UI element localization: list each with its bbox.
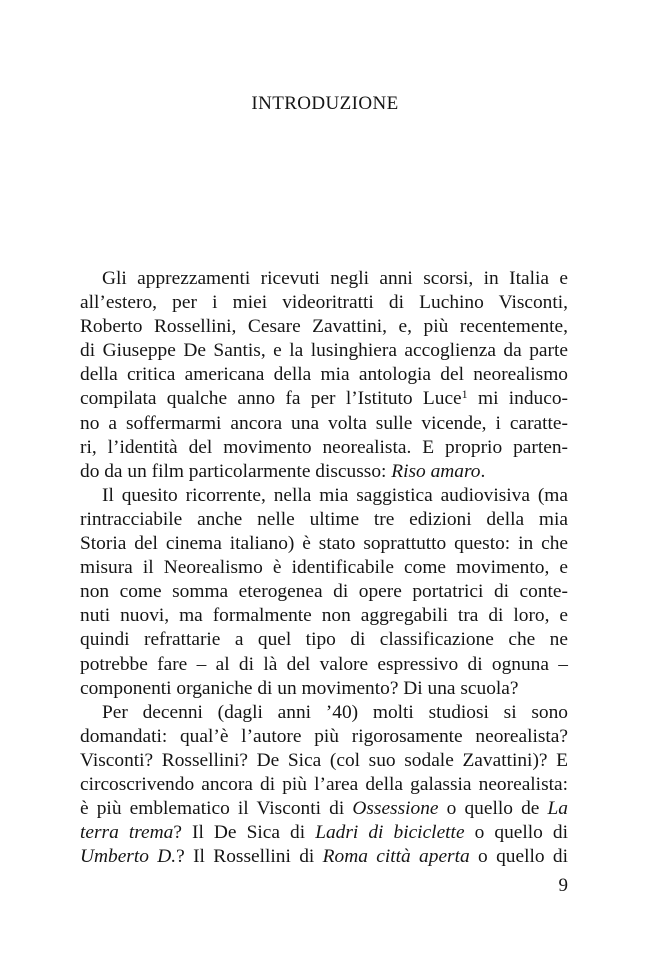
text-segment: misura il Neorealismo è identificabile come movimento, e bbox=[80, 557, 568, 579]
text-segment: o quello di bbox=[464, 822, 568, 844]
paragraph bbox=[80, 267, 568, 484]
italic-title: Roma città aperta bbox=[322, 846, 470, 868]
italic-title: Ladri di biciclette bbox=[315, 822, 465, 844]
page-number: 9 bbox=[558, 875, 568, 896]
text-segment: mi induco- bbox=[467, 388, 568, 410]
text-segment: componenti organiche di un movimento? Di una scuola? bbox=[80, 677, 519, 699]
text-line bbox=[80, 749, 568, 773]
text-line bbox=[80, 677, 568, 701]
text-line bbox=[80, 532, 568, 556]
text-segment: ? Il Rossellini di bbox=[176, 846, 323, 868]
text-line bbox=[80, 484, 568, 508]
text-line bbox=[80, 315, 568, 339]
text-segment: o quello de bbox=[438, 798, 548, 820]
text-segment: rintracciabile anche nelle ultime tre edizioni della mia bbox=[80, 508, 568, 530]
text-line bbox=[80, 291, 568, 315]
italic-title: Ossessione bbox=[352, 798, 439, 820]
text-segment: . bbox=[480, 460, 486, 482]
text-line bbox=[80, 604, 568, 628]
text-segment: o quello di bbox=[469, 846, 568, 868]
text-line bbox=[80, 556, 568, 580]
text-segment: nuti nuovi, ma formalmente non aggregabili tra di loro, e bbox=[80, 605, 568, 627]
body-text bbox=[80, 267, 568, 869]
text-segment: do da un film particolarmente discusso: bbox=[80, 460, 392, 482]
text-segment: compilata qualche anno fa per l’Istituto Luce bbox=[80, 388, 462, 410]
text-segment: Storia del cinema italiano) è stato soprattutto questo: in che bbox=[80, 533, 568, 555]
text-segment: Roberto Rossellini, Cesare Zavattini, e, più recentemente, bbox=[80, 316, 568, 338]
text-segment: ri, l’identità del movimento neorealista. E proprio parten- bbox=[80, 436, 568, 458]
text-segment: circoscrivendo ancora di più l’area della galassia neorealista: bbox=[80, 773, 568, 795]
text-line bbox=[80, 580, 568, 604]
text-segment: ? Il De Sica di bbox=[173, 822, 316, 844]
italic-title: La bbox=[547, 798, 568, 820]
text-segment: potrebbe fare – al di là del valore espressivo di ognuna – bbox=[80, 653, 568, 675]
text-line bbox=[80, 436, 568, 460]
text-line bbox=[80, 387, 568, 411]
chapter-title: INTRODUZIONE bbox=[251, 93, 399, 114]
footnote-marker: 1 bbox=[461, 387, 468, 402]
italic-title: Riso amaro bbox=[391, 460, 481, 482]
text-segment: Il quesito ricorrente, nella mia saggistica audiovisiva (ma bbox=[102, 484, 568, 506]
text-line bbox=[80, 821, 568, 845]
text-line bbox=[80, 339, 568, 363]
paragraph bbox=[80, 484, 568, 701]
italic-title: Umberto D. bbox=[80, 846, 177, 868]
text-line bbox=[80, 267, 568, 291]
paragraph bbox=[80, 701, 568, 870]
text-segment: Gli apprezzamenti ricevuti negli anni scorsi, in Italia e bbox=[102, 268, 568, 289]
text-line bbox=[80, 363, 568, 387]
text-segment: di Giuseppe De Santis, e la lusinghiera accoglienza da parte bbox=[80, 340, 568, 362]
text-line bbox=[80, 773, 568, 797]
text-segment: della critica americana della mia antologia del neorealismo bbox=[80, 364, 568, 386]
text-line bbox=[80, 653, 568, 677]
text-line bbox=[80, 701, 568, 725]
text-line bbox=[80, 725, 568, 749]
text-line bbox=[80, 508, 568, 532]
text-line bbox=[80, 412, 568, 436]
text-line bbox=[80, 797, 568, 821]
text-line bbox=[80, 460, 568, 484]
text-segment: quindi refrattarie a quel tipo di classificazione che ne bbox=[80, 629, 568, 651]
text-segment: no a soffermarmi ancora una volta sulle vicende, i caratte- bbox=[80, 412, 568, 434]
text-segment: non come somma eterogenea di opere portatrici di conte- bbox=[80, 581, 568, 603]
text-segment: Visconti? Rossellini? De Sica (col suo sodale Zavattini)? E bbox=[80, 749, 568, 771]
text-segment: Per decenni (dagli anni ’40) molti studiosi si sono bbox=[102, 701, 568, 723]
text-line bbox=[80, 845, 568, 869]
italic-title: terra trema bbox=[80, 822, 174, 844]
text-segment: domandati: qual’è l’autore più rigorosamente neorealista? bbox=[80, 725, 568, 747]
text-segment: è più emblematico il Visconti di bbox=[80, 798, 353, 820]
text-segment: all’estero, per i miei videoritratti di Luchino Visconti, bbox=[80, 292, 568, 314]
text-line bbox=[80, 628, 568, 652]
